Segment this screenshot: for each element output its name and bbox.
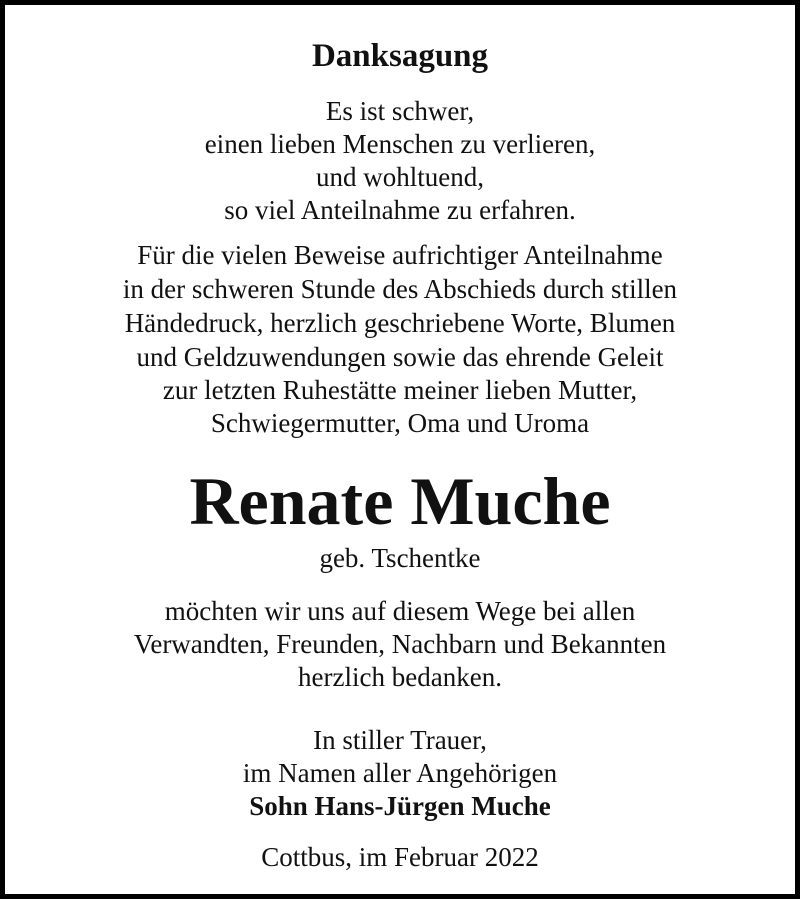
thanks-closing-line: möchten wir uns auf diesem Wege bei allen (164, 596, 636, 626)
maiden-name: geb. Tschentke (319, 543, 481, 573)
signatory: Sohn Hans-Jürgen Muche (249, 791, 551, 821)
place-date: Cottbus, im Februar 2022 (261, 842, 539, 872)
heading: Danksagung (311, 38, 489, 74)
thanks-intro-line: und Geldzuwendungen sowie das ehrende Geleit (136, 342, 664, 372)
thanks-closing-line: herzlich bedanken. (298, 662, 502, 692)
thanks-closing-line: Verwandten, Freunden, Nachbarn und Bekannten (133, 629, 667, 659)
verse-line: Es ist schwer, (325, 96, 475, 126)
thanks-intro-line: zur letzten Ruhestätte meiner lieben Mutter, (162, 375, 638, 405)
deceased-name: Renate Muche (189, 463, 611, 539)
thanks-intro-line: in der schweren Stunde des Abschieds durch stillen (122, 274, 678, 304)
verse-line: so viel Anteilnahme zu erfahren. (224, 195, 576, 225)
verse-line: einen lieben Menschen zu verlieren, (204, 129, 596, 159)
thanks-intro-line: Händedruck, herzlich geschriebene Worte, Blumen (124, 308, 676, 338)
thanks-intro-line: Schwiegermutter, Oma und Uroma (210, 408, 590, 438)
mourning-line: im Namen aller Angehörigen (242, 758, 558, 788)
mourning-line: In stiller Trauer, (313, 725, 487, 755)
verse-line: und wohltuend, (316, 162, 484, 192)
thanks-intro-line: Für die vielen Beweise aufrichtiger Anteilnahme (137, 240, 663, 270)
